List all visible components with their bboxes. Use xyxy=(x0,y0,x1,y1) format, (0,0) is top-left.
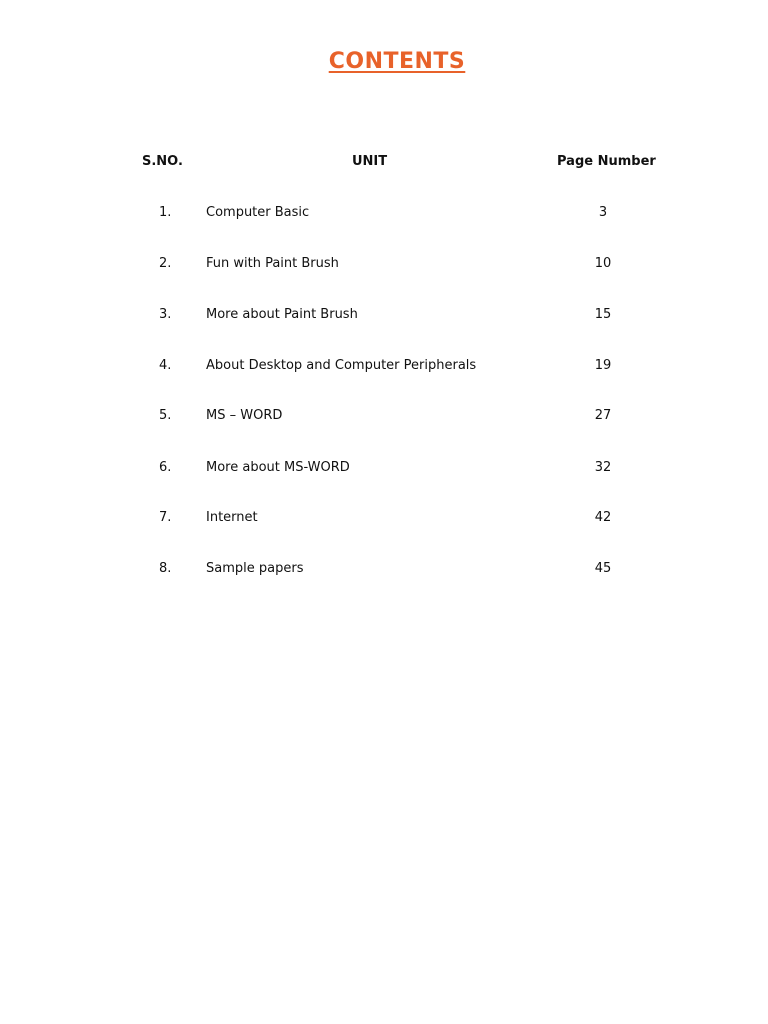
toc-page: 45 xyxy=(594,561,612,576)
toc-unit: Internet xyxy=(206,510,258,525)
toc-unit: MS – WORD xyxy=(206,408,283,423)
toc-page: 42 xyxy=(594,510,612,525)
toc-sno: 4. xyxy=(159,358,172,373)
toc-row xyxy=(0,358,768,378)
toc-row xyxy=(0,307,768,327)
header-sno: S.NO. xyxy=(142,154,183,169)
toc-page: 32 xyxy=(594,460,612,475)
toc-page: 19 xyxy=(594,358,612,373)
toc-page: 10 xyxy=(594,256,612,271)
toc-page: 3 xyxy=(598,205,608,220)
toc-row xyxy=(0,256,768,276)
toc-row xyxy=(0,510,768,530)
toc-unit: Sample papers xyxy=(206,561,304,576)
toc-sno: 7. xyxy=(159,510,172,525)
toc-unit: More about Paint Brush xyxy=(206,307,358,322)
toc-unit: Fun with Paint Brush xyxy=(206,256,339,271)
toc-unit: Computer Basic xyxy=(206,205,310,220)
page-title: CONTENTS xyxy=(328,49,466,74)
toc-unit: More about MS-WORD xyxy=(206,460,350,475)
toc-sno: 6. xyxy=(159,460,172,475)
toc-row xyxy=(0,561,768,581)
toc-sno: 3. xyxy=(159,307,172,322)
toc-sno: 2. xyxy=(159,256,172,271)
toc-page: 27 xyxy=(594,408,612,423)
toc-sno: 8. xyxy=(159,561,172,576)
toc-row xyxy=(0,205,768,225)
toc-unit: About Desktop and Computer Peripherals xyxy=(206,358,477,373)
toc-row xyxy=(0,408,768,428)
header-unit: UNIT xyxy=(352,154,388,169)
toc-header-row xyxy=(0,154,768,174)
toc-page: 15 xyxy=(594,307,612,322)
toc-sno: 5. xyxy=(159,408,172,423)
toc-row xyxy=(0,460,768,480)
toc-sno: 1. xyxy=(159,205,172,220)
header-page-number: Page Number xyxy=(557,154,656,169)
